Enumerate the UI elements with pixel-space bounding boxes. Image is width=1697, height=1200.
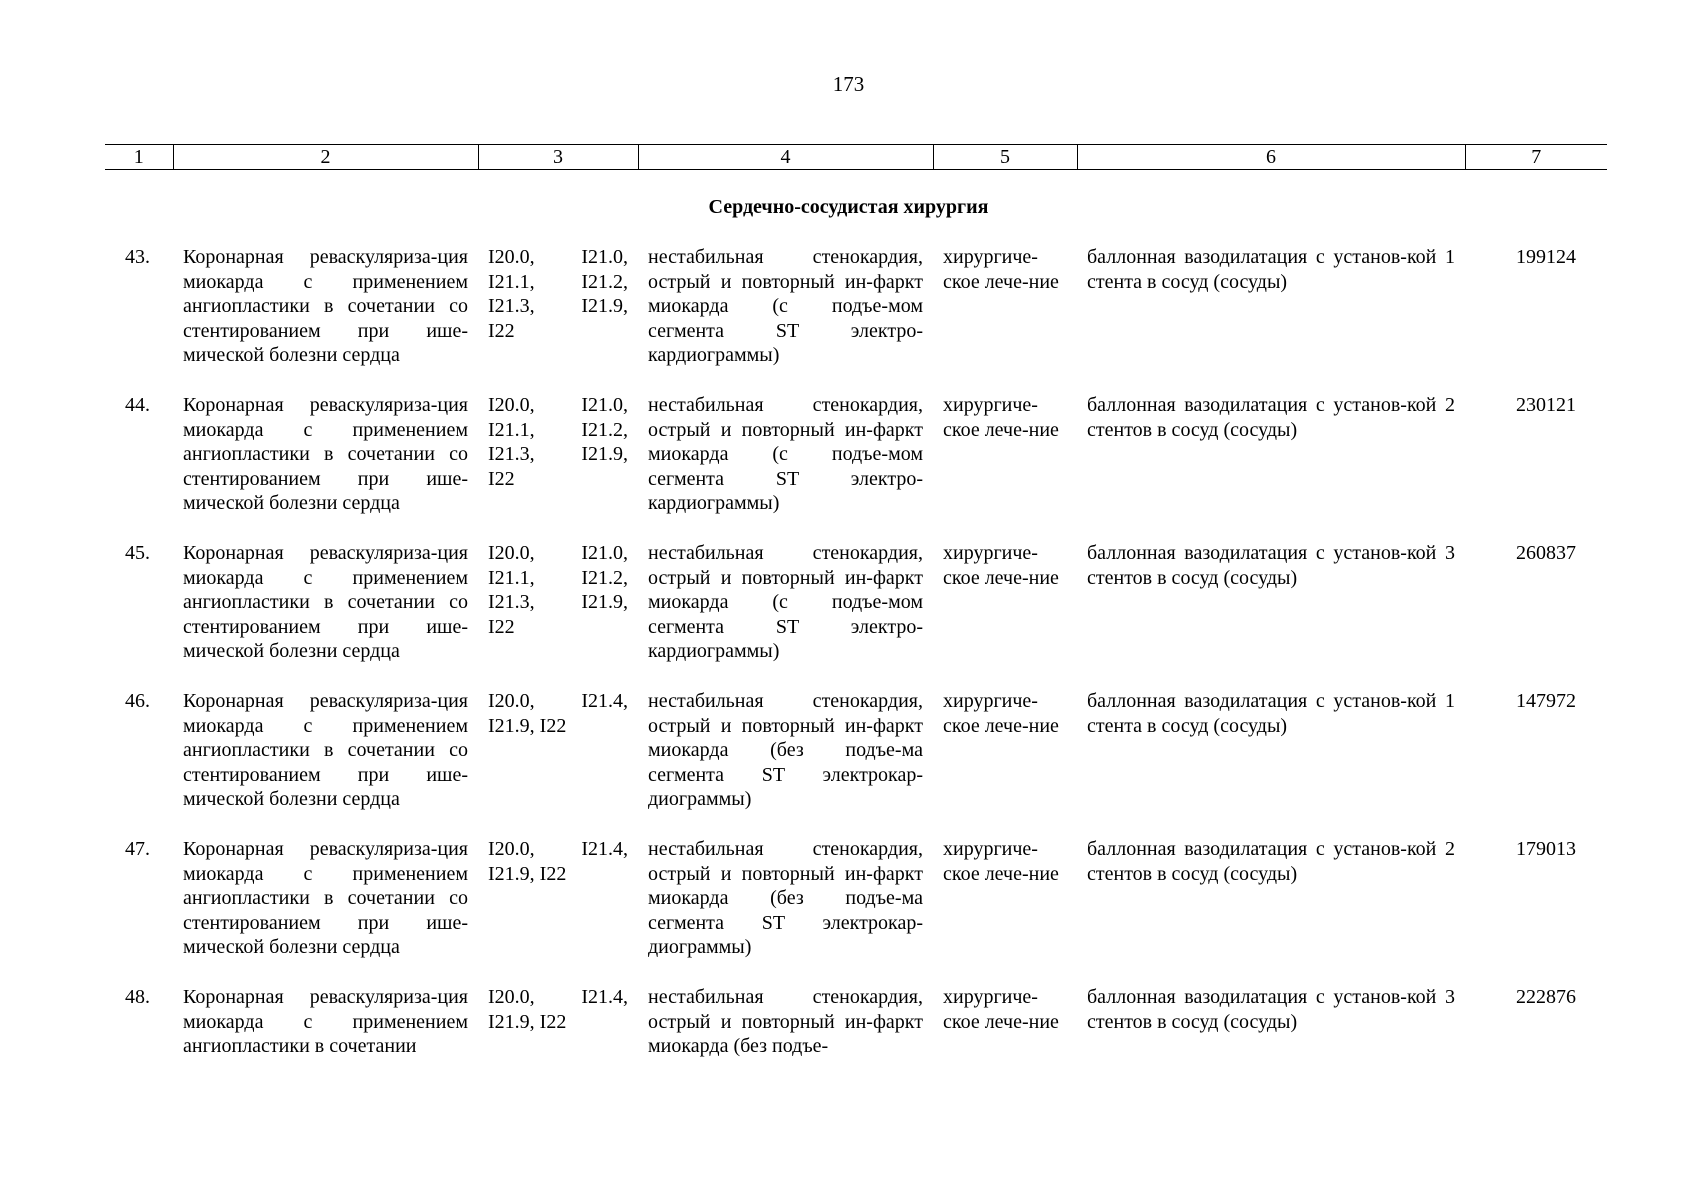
column-number: 6 [1077,145,1465,170]
treatment-method: баллонная вазодилатация с установ-кой 2 стентов в сосуд (сосуды) [1087,394,1455,441]
icd-code: I21.9, [581,443,628,466]
treatment-type: хирургиче-ское лече-ние [943,542,1059,589]
treatment-method: баллонная вазодилатация с установ-кой 1 стента в сосуд (сосуды) [1087,246,1455,293]
icd-codes [478,689,638,837]
treatment-type: хирургиче-ское лече-ние [943,986,1059,1033]
icd-code: I21.1, [488,418,535,441]
icd-code: I21.9, I22 [488,1010,567,1033]
column-number: 5 [933,145,1077,170]
row-number: 48. [125,986,150,1008]
table-row [105,689,1607,837]
icd-codes [478,245,638,393]
icd-code: I21.9, I22 [488,862,567,885]
icd-code: I21.0, [581,542,628,564]
table-row [105,245,1607,393]
icd-code: I22 [488,319,515,342]
row-number: 46. [125,690,150,712]
table-row [105,985,1607,1133]
icd-codes [478,541,638,689]
icd-code: I21.3, [488,443,535,466]
icd-codes [478,985,638,1133]
patient-model: нестабильная стенокардия, острый и повторный ин-фаркт миокарда (с подъе-мом сегмента ST электро-кардиограммы) [648,394,923,515]
row-number: 45. [125,542,150,564]
column-number: 1 [105,145,173,170]
icd-codes [478,393,638,541]
icd-code: I21.2, [581,566,628,589]
table-body [105,245,1607,1133]
icd-code: I21.3, [488,295,535,318]
icd-code: I21.1, [488,270,535,293]
patient-model: нестабильная стенокардия, острый и повторный ин-фаркт миокарда (без подъе- [648,986,923,1058]
cost-value: 199124 [1516,246,1576,268]
icd-code: I21.4, [581,986,628,1008]
column-number: 4 [638,145,933,170]
treatment-type: хирургиче-ское лече-ние [943,394,1059,441]
patient-model: нестабильная стенокардия, острый и повторный ин-фаркт миокарда (без подъе-ма сегмента ST электрокар-диограммы) [648,690,923,811]
procedure-name: Коронарная реваскуляриза-ция миокарда с применением ангиопластики в сочетании со стентированием при ише-мической болезни сердца [183,690,468,811]
column-number: 3 [478,145,638,170]
icd-code: I20.0, [488,246,535,268]
icd-code: I20.0, [488,690,535,712]
icd-code: I21.0, [581,394,628,416]
treatment-method: баллонная вазодилатация с установ-кой 2 стентов в сосуд (сосуды) [1087,838,1455,885]
icd-code: I22 [488,615,515,638]
icd-code: I22 [488,467,515,490]
icd-code: I21.9, I22 [488,714,567,737]
icd-code: I21.2, [581,270,628,293]
procedure-name: Коронарная реваскуляриза-ция миокарда с применением ангиопластики в сочетании [183,986,468,1058]
icd-code: I21.9, [581,591,628,614]
row-number: 47. [125,838,150,860]
icd-code: I21.1, [488,566,535,589]
cost-value: 179013 [1516,838,1576,860]
icd-code: I21.4, [581,690,628,712]
icd-code: I21.3, [488,591,535,614]
icd-code: I21.2, [581,418,628,441]
patient-model: нестабильная стенокардия, острый и повторный ин-фаркт миокарда (с подъе-мом сегмента ST электро-кардиограммы) [648,246,923,367]
treatment-type: хирургиче-ское лече-ние [943,246,1059,293]
icd-code: I21.0, [581,246,628,268]
row-number: 44. [125,394,150,416]
icd-code: I20.0, [488,542,535,564]
patient-model: нестабильная стенокардия, острый и повторный ин-фаркт миокарда (без подъе-ма сегмента ST электрокар-диограммы) [648,838,923,959]
cost-value: 147972 [1516,690,1576,712]
icd-code: I20.0, [488,838,535,860]
cost-value: 260837 [1516,542,1576,564]
column-number: 7 [1465,145,1607,170]
procedure-name: Коронарная реваскуляриза-ция миокарда с применением ангиопластики в сочетании со стентированием при ише-мической болезни сердца [183,838,468,959]
icd-code: I21.4, [581,838,628,860]
procedure-name: Коронарная реваскуляриза-ция миокарда с применением ангиопластики в сочетании со стентированием при ише-мической болезни сердца [183,542,468,663]
icd-code: I20.0, [488,986,535,1008]
icd-code: I20.0, [488,394,535,416]
treatment-method: баллонная вазодилатация с установ-кой 3 стентов в сосуд (сосуды) [1087,986,1455,1033]
row-number: 43. [125,246,150,268]
cost-value: 230121 [1516,394,1576,416]
table-row [105,837,1607,985]
treatment-type: хирургиче-ское лече-ние [943,838,1059,885]
icd-codes [478,837,638,985]
procedure-name: Коронарная реваскуляриза-ция миокарда с применением ангиопластики в сочетании со стентированием при ише-мической болезни сердца [183,394,468,515]
treatment-method: баллонная вазодилатация с установ-кой 1 стента в сосуд (сосуды) [1087,690,1455,737]
cost-value: 222876 [1516,986,1576,1008]
icd-code: I21.9, [581,295,628,318]
table-row [105,393,1607,541]
page-number: 173 [832,72,865,96]
section-title: Сердечно-сосудистая хирургия [708,196,989,218]
procedure-name: Коронарная реваскуляриза-ция миокарда с применением ангиопластики в сочетании со стентированием при ише-мической болезни сердца [183,246,468,367]
patient-model: нестабильная стенокардия, острый и повторный ин-фаркт миокарда (с подъе-мом сегмента ST электро-кардиограммы) [648,542,923,663]
column-number: 2 [173,145,478,170]
table-row [105,541,1607,689]
column-number-header [105,144,1607,170]
treatment-method: баллонная вазодилатация с установ-кой 3 стентов в сосуд (сосуды) [1087,542,1455,589]
treatment-type: хирургиче-ское лече-ние [943,690,1059,737]
